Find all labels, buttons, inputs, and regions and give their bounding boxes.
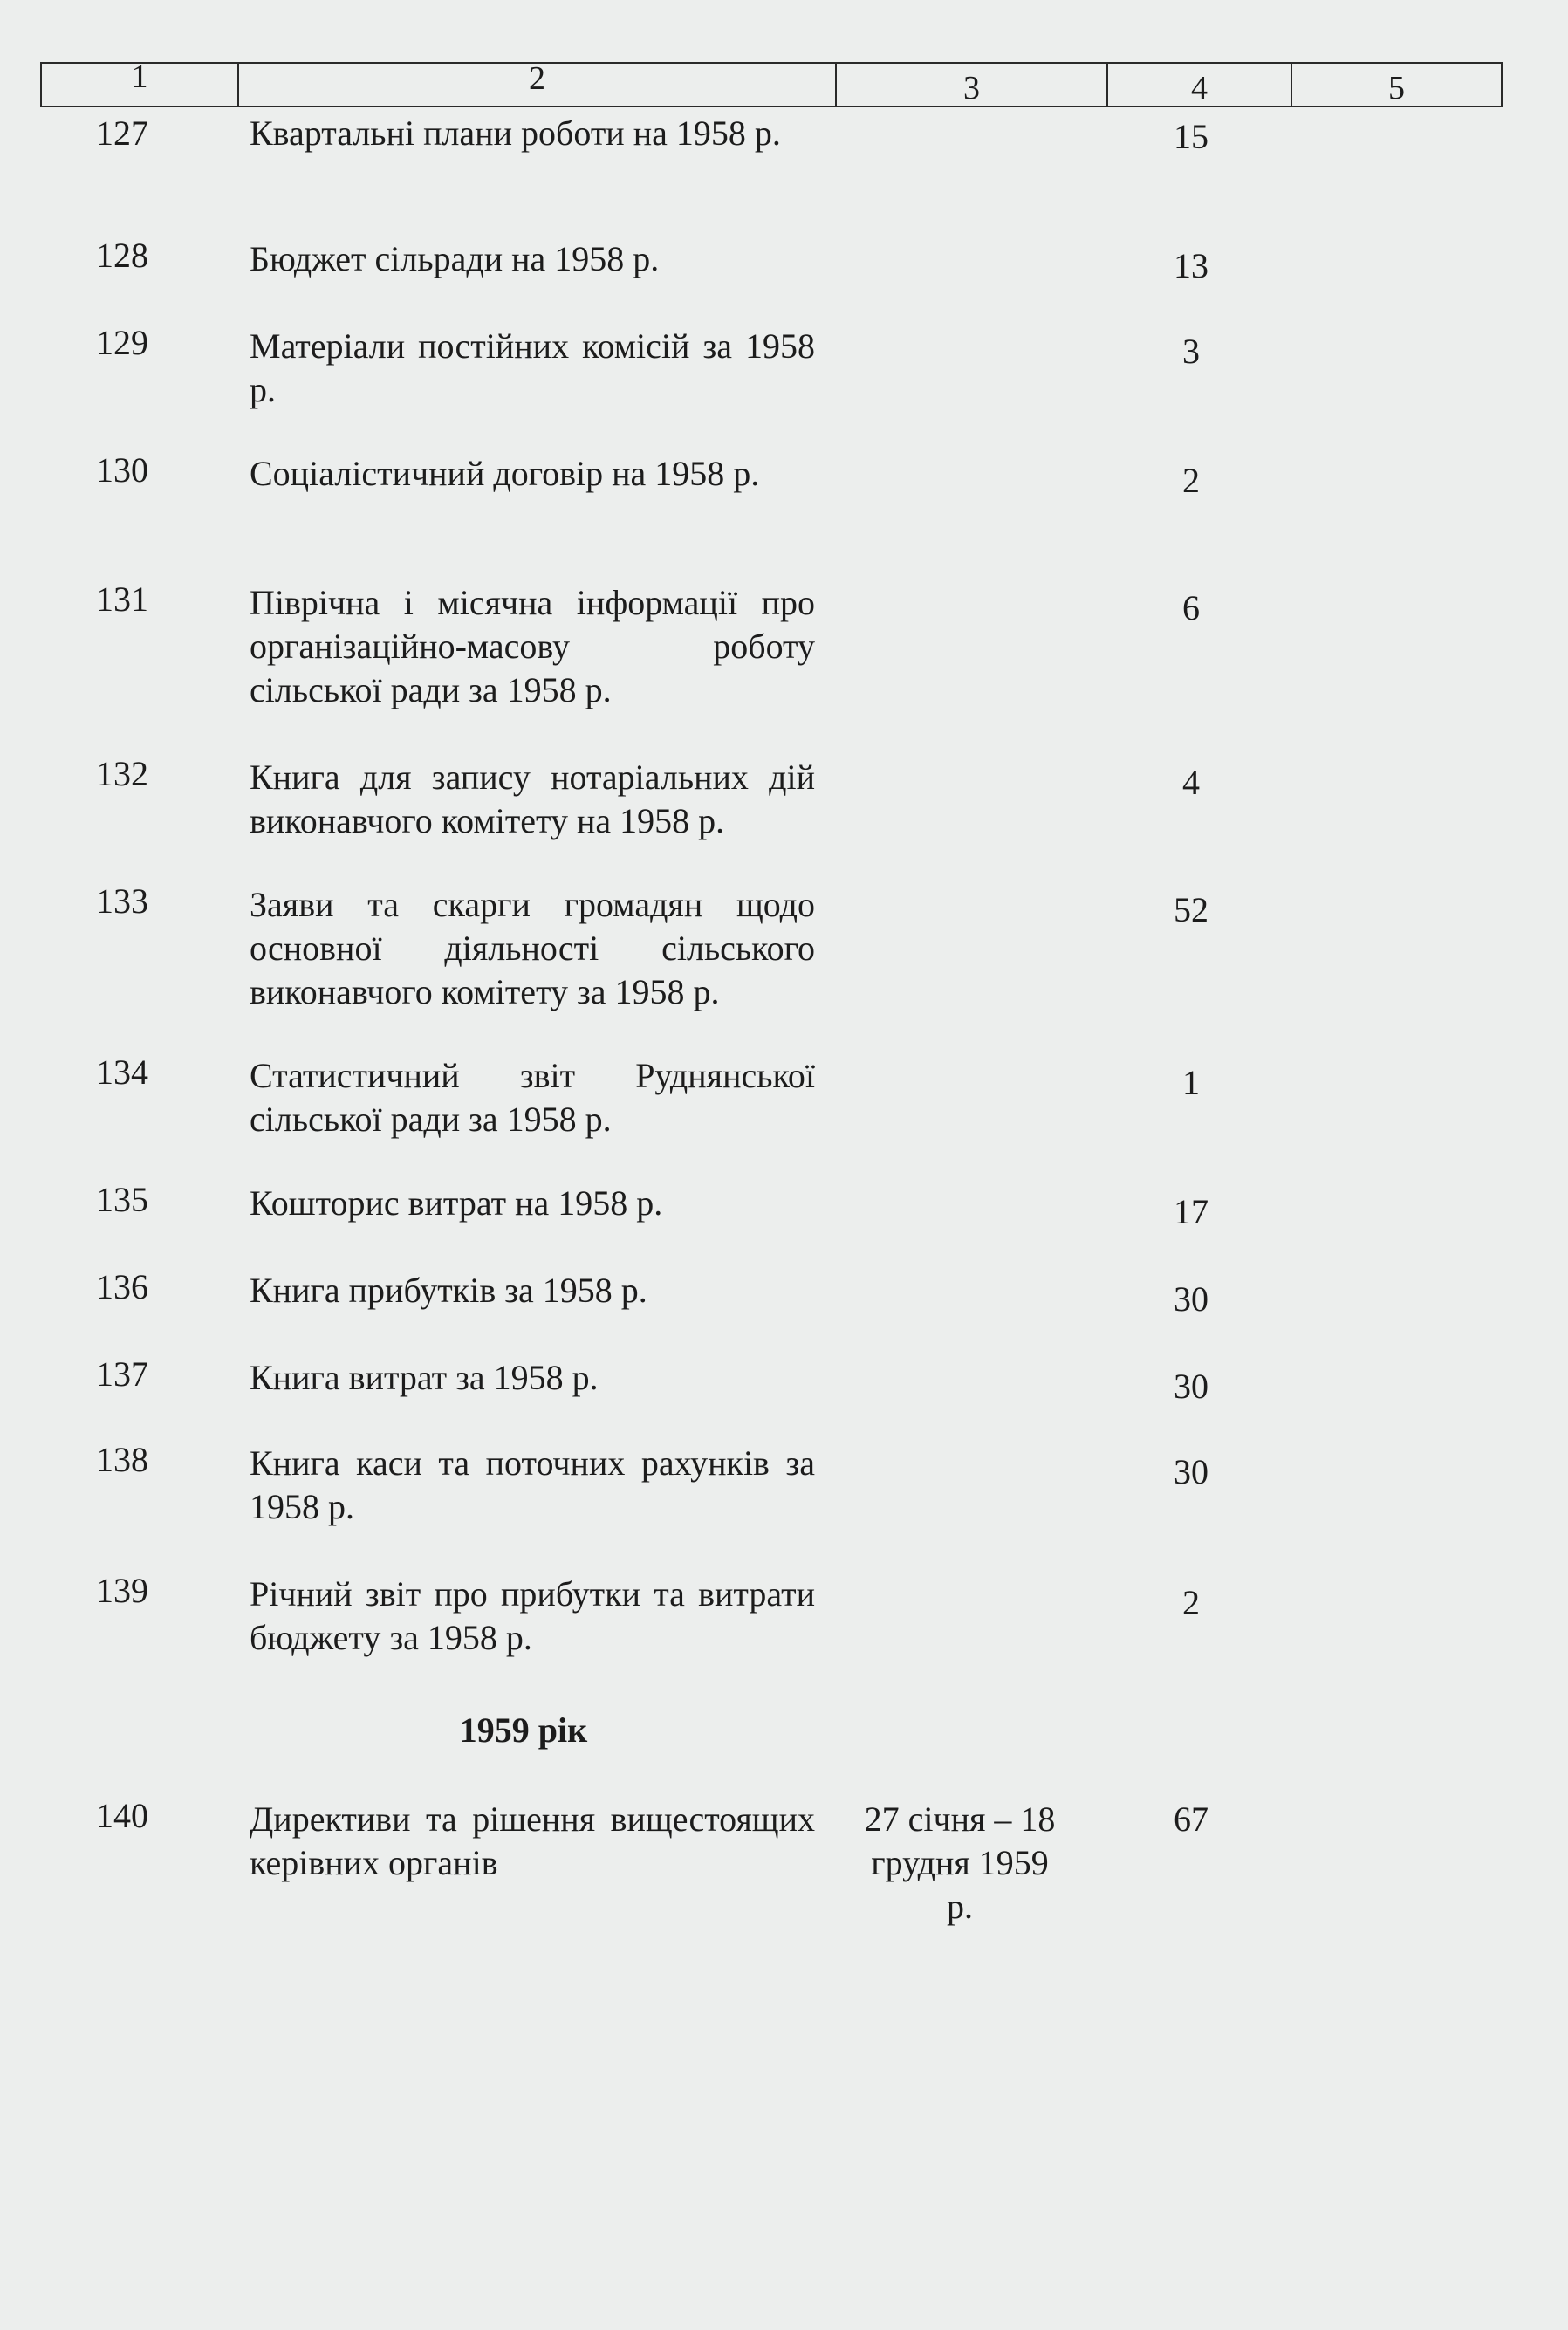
- file-number: 137: [96, 1354, 148, 1394]
- file-number: 132: [96, 754, 148, 793]
- date-range: 27 січня – 18 грудня 1959 р.: [864, 1799, 1056, 1926]
- column-header-4: 4: [1108, 64, 1292, 106]
- file-title: Кошторис витрат на 1958 р.: [250, 1183, 663, 1223]
- sheet-count: 30: [1174, 1279, 1209, 1319]
- file-number: 134: [96, 1052, 148, 1092]
- sheet-count: 6: [1182, 588, 1200, 627]
- sheet-count: 13: [1174, 246, 1209, 285]
- year-heading: 1959 рік: [459, 1710, 588, 1750]
- file-number: 136: [96, 1267, 148, 1306]
- file-number: 135: [96, 1180, 148, 1219]
- file-number: 138: [96, 1440, 148, 1479]
- file-title: Книга каси та поточних рахунків за 1958 р.: [250, 1443, 815, 1526]
- file-number: 133: [96, 881, 148, 921]
- file-number: 128: [96, 236, 148, 275]
- file-title: Піврічна і місячна інформації про організаційно-масову роботу сільської ради за 1958 р.: [250, 583, 815, 709]
- file-number: 130: [96, 450, 148, 490]
- sheet-count: 1: [1182, 1063, 1200, 1102]
- sheet-count: 52: [1174, 890, 1209, 929]
- sheet-count: 30: [1174, 1367, 1209, 1406]
- sheet-count: 3: [1182, 332, 1200, 371]
- file-title: Книга витрат за 1958 р.: [250, 1358, 599, 1397]
- file-title: Матеріали постійних комісій за 1958 р.: [250, 326, 815, 409]
- file-title: Річний звіт про прибутки та витрати бюджету за 1958 р.: [250, 1574, 815, 1657]
- sheet-count: 4: [1182, 763, 1200, 802]
- sheet-count: 30: [1174, 1452, 1209, 1491]
- file-title: Бюджет сільради на 1958 р.: [250, 239, 660, 278]
- column-header-row: [40, 58, 1503, 107]
- sheet-count: 17: [1174, 1192, 1209, 1231]
- file-number: 127: [96, 113, 148, 153]
- file-number: 129: [96, 323, 148, 362]
- column-header-5: 5: [1388, 70, 1405, 106]
- file-title: Соціалістичний договір на 1958 р.: [250, 454, 760, 493]
- file-number: 131: [96, 579, 148, 619]
- file-title: Книга для запису нотаріальних дій виконавчого комітету на 1958 р.: [250, 757, 815, 840]
- sheet-count: 67: [1174, 1799, 1209, 1839]
- column-header-3: 3: [837, 64, 1108, 106]
- file-title: Заяви та скарги громадян щодо основної діяльності сільського виконавчого комітету за 1958 р.: [250, 885, 815, 1011]
- sheet-count: 2: [1182, 1583, 1200, 1622]
- file-title: Квартальні плани роботи на 1958 р.: [250, 113, 781, 153]
- column-header-2: 2: [239, 64, 837, 106]
- file-title: Статистичний звіт Руднянської сільської ради за 1958 р.: [250, 1056, 815, 1139]
- sheet-count: 15: [1174, 117, 1209, 156]
- column-header-1: 1: [42, 64, 239, 106]
- file-title: Книга прибутків за 1958 р.: [250, 1271, 647, 1310]
- file-number: 139: [96, 1571, 148, 1610]
- sheet-count: 2: [1182, 461, 1200, 500]
- file-title: Директиви та рішення вищестоящих керівних органів: [250, 1799, 815, 1882]
- file-number: 140: [96, 1796, 148, 1835]
